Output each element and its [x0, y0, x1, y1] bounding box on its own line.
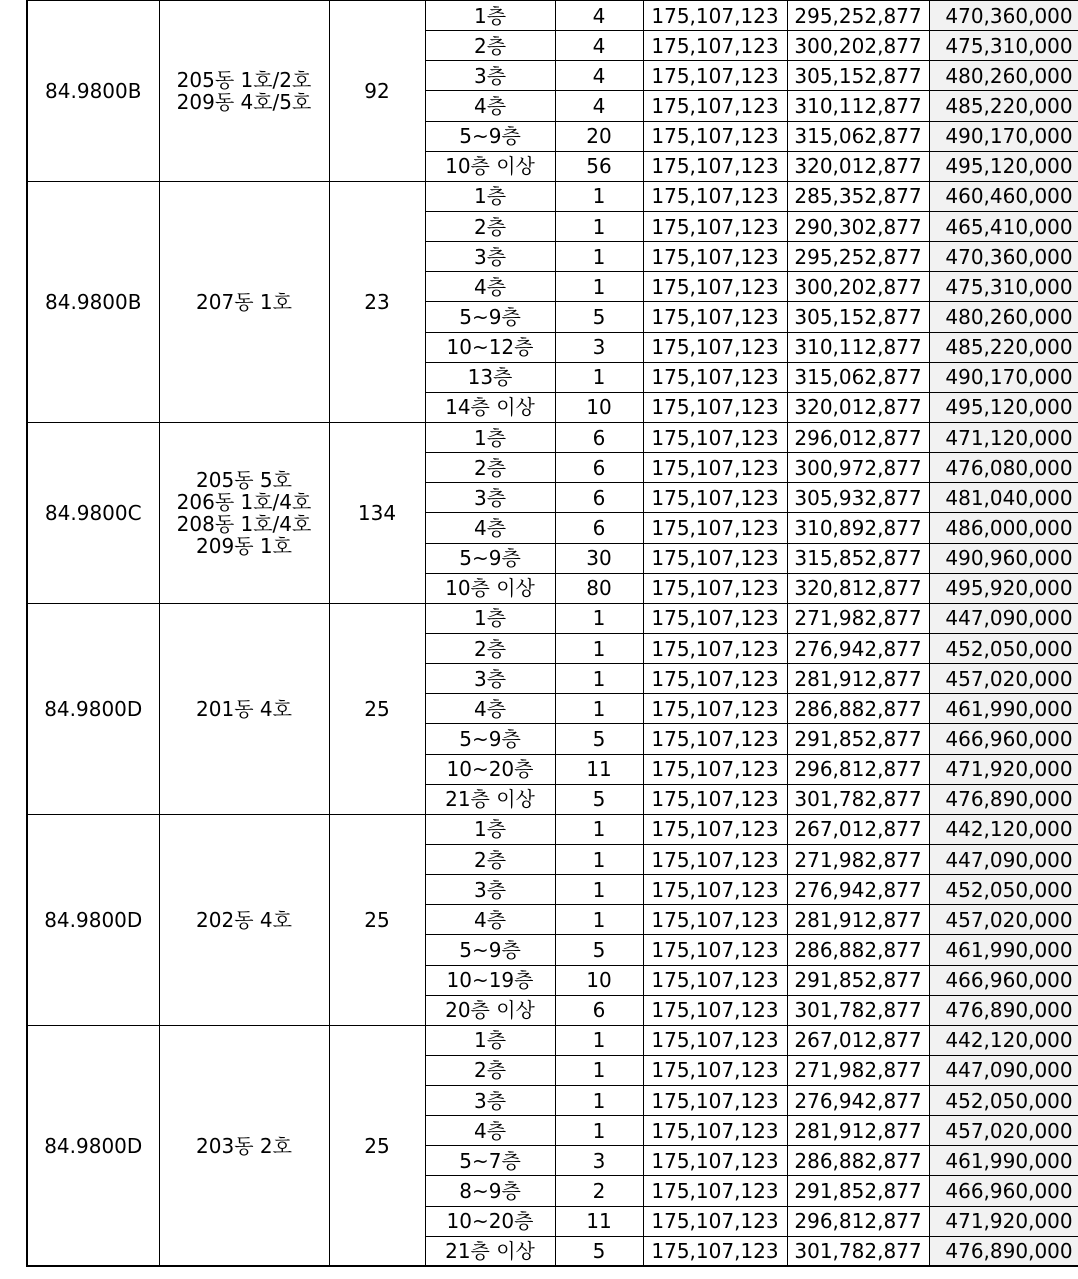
- land-price-cell[interactable]: 175,107,123: [643, 573, 787, 603]
- land-price-cell[interactable]: 175,107,123: [643, 181, 787, 211]
- floor-count-cell[interactable]: 6: [555, 513, 643, 543]
- total-price-cell[interactable]: 447,090,000: [929, 844, 1078, 874]
- floor-count-cell[interactable]: 1: [555, 603, 643, 633]
- floor-cell[interactable]: 2층: [425, 1055, 555, 1085]
- dong-ho-line: 206동 1호/4호: [176, 489, 312, 514]
- land-price-cell[interactable]: 175,107,123: [643, 242, 787, 272]
- building-price-cell[interactable]: 295,252,877: [787, 1, 929, 31]
- land-price-cell[interactable]: 175,107,123: [643, 211, 787, 241]
- land-price-cell[interactable]: 175,107,123: [643, 453, 787, 483]
- building-price-cell[interactable]: 291,852,877: [787, 965, 929, 995]
- dong-ho-cell[interactable]: [159, 181, 329, 422]
- land-price-cell[interactable]: 175,107,123: [643, 1086, 787, 1116]
- table-row: [27, 1025, 1078, 1055]
- floor-count-cell[interactable]: 6: [555, 453, 643, 483]
- land-price-cell[interactable]: 175,107,123: [643, 1, 787, 31]
- floor-cell[interactable]: 4층: [425, 905, 555, 935]
- total-price-cell[interactable]: 466,960,000: [929, 1176, 1078, 1206]
- building-price-cell[interactable]: 300,972,877: [787, 453, 929, 483]
- floor-count-cell[interactable]: 1: [555, 633, 643, 663]
- floor-cell[interactable]: 1층: [425, 181, 555, 211]
- floor-count-cell[interactable]: 1: [555, 211, 643, 241]
- floor-cell[interactable]: 1층: [425, 603, 555, 633]
- total-price-cell[interactable]: 452,050,000: [929, 633, 1078, 663]
- building-price-cell[interactable]: 315,852,877: [787, 543, 929, 573]
- area-cell[interactable]: 84.9800C: [27, 422, 159, 603]
- building-price-cell[interactable]: 320,012,877: [787, 151, 929, 181]
- floor-cell[interactable]: 10~12층: [425, 332, 555, 362]
- total-price-cell[interactable]: 447,090,000: [929, 1055, 1078, 1085]
- total-price-cell[interactable]: 442,120,000: [929, 814, 1078, 844]
- land-price-cell[interactable]: 175,107,123: [643, 392, 787, 422]
- total-price-cell[interactable]: 476,890,000: [929, 1236, 1078, 1266]
- land-price-cell[interactable]: 175,107,123: [643, 272, 787, 302]
- floor-count-cell[interactable]: 1: [555, 1086, 643, 1116]
- floor-count-cell[interactable]: 4: [555, 31, 643, 61]
- floor-cell[interactable]: 2층: [425, 211, 555, 241]
- floor-cell[interactable]: 2층: [425, 453, 555, 483]
- floor-count-cell[interactable]: 1: [555, 1055, 643, 1085]
- land-price-cell[interactable]: 175,107,123: [643, 1146, 787, 1176]
- floor-count-cell[interactable]: 5: [555, 784, 643, 814]
- total-price-cell[interactable]: 476,890,000: [929, 995, 1078, 1025]
- building-price-cell[interactable]: 320,812,877: [787, 573, 929, 603]
- table-row: [27, 422, 1078, 452]
- building-price-cell[interactable]: 286,882,877: [787, 694, 929, 724]
- total-price-cell[interactable]: 442,120,000: [929, 1025, 1078, 1055]
- total-price-cell[interactable]: 485,220,000: [929, 91, 1078, 121]
- land-price-cell[interactable]: 175,107,123: [643, 935, 787, 965]
- unit-count-cell[interactable]: 134: [329, 422, 425, 603]
- dong-ho-cell[interactable]: [159, 1025, 329, 1266]
- land-price-cell[interactable]: 175,107,123: [643, 31, 787, 61]
- unit-count-cell[interactable]: 25: [329, 603, 425, 814]
- floor-cell[interactable]: 5~7층: [425, 1146, 555, 1176]
- land-price-cell[interactable]: 175,107,123: [643, 1206, 787, 1236]
- building-price-cell[interactable]: 301,782,877: [787, 1236, 929, 1266]
- total-price-cell[interactable]: 485,220,000: [929, 332, 1078, 362]
- floor-count-cell[interactable]: 1: [555, 242, 643, 272]
- building-price-cell[interactable]: 267,012,877: [787, 814, 929, 844]
- land-price-cell[interactable]: 175,107,123: [643, 121, 787, 151]
- building-price-cell[interactable]: 276,942,877: [787, 1086, 929, 1116]
- floor-cell[interactable]: 10층 이상: [425, 573, 555, 603]
- floor-count-cell[interactable]: 56: [555, 151, 643, 181]
- floor-count-cell[interactable]: 1: [555, 272, 643, 302]
- floor-count-cell[interactable]: 3: [555, 332, 643, 362]
- dong-ho-line: 202동 4호: [196, 907, 292, 932]
- floor-cell[interactable]: 2층: [425, 31, 555, 61]
- floor-cell[interactable]: 14층 이상: [425, 392, 555, 422]
- table-row: [27, 814, 1078, 844]
- floor-cell[interactable]: 5~9층: [425, 935, 555, 965]
- total-price-cell[interactable]: 490,170,000: [929, 362, 1078, 392]
- building-price-cell[interactable]: 320,012,877: [787, 392, 929, 422]
- area-cell[interactable]: 84.9800D: [27, 814, 159, 1025]
- total-price-cell[interactable]: 452,050,000: [929, 875, 1078, 905]
- floor-cell[interactable]: 5~9층: [425, 724, 555, 754]
- land-price-cell[interactable]: 175,107,123: [643, 543, 787, 573]
- floor-cell[interactable]: 4층: [425, 694, 555, 724]
- floor-count-cell[interactable]: 1: [555, 362, 643, 392]
- floor-cell[interactable]: 10층 이상: [425, 151, 555, 181]
- floor-cell[interactable]: 10~20층: [425, 1206, 555, 1236]
- building-price-cell[interactable]: 291,852,877: [787, 724, 929, 754]
- land-price-cell[interactable]: 175,107,123: [643, 1025, 787, 1055]
- land-price-cell[interactable]: 175,107,123: [643, 603, 787, 633]
- floor-cell[interactable]: 1층: [425, 1025, 555, 1055]
- floor-count-cell[interactable]: 11: [555, 1206, 643, 1236]
- floor-count-cell[interactable]: 5: [555, 302, 643, 332]
- floor-cell[interactable]: 4층: [425, 91, 555, 121]
- dong-ho-cell[interactable]: [159, 422, 329, 603]
- area-cell[interactable]: 84.9800B: [27, 1, 159, 182]
- total-price-cell[interactable]: 495,120,000: [929, 151, 1078, 181]
- total-price-cell[interactable]: 461,990,000: [929, 935, 1078, 965]
- land-price-cell[interactable]: 175,107,123: [643, 1176, 787, 1206]
- land-price-cell[interactable]: 175,107,123: [643, 724, 787, 754]
- floor-count-cell[interactable]: 1: [555, 664, 643, 694]
- floor-count-cell[interactable]: 1: [555, 1025, 643, 1055]
- floor-cell[interactable]: 3층: [425, 1086, 555, 1116]
- building-price-cell[interactable]: 276,942,877: [787, 875, 929, 905]
- area-cell[interactable]: 84.9800D: [27, 1025, 159, 1266]
- building-price-cell[interactable]: 271,982,877: [787, 603, 929, 633]
- unit-count-cell[interactable]: 92: [329, 1, 425, 182]
- floor-cell[interactable]: 3층: [425, 875, 555, 905]
- table-row: [27, 603, 1078, 633]
- building-price-cell[interactable]: 305,152,877: [787, 302, 929, 332]
- land-price-cell[interactable]: 175,107,123: [643, 784, 787, 814]
- dong-ho-line: 205동 5호: [196, 467, 292, 492]
- floor-cell[interactable]: 3층: [425, 483, 555, 513]
- building-price-cell[interactable]: 300,202,877: [787, 31, 929, 61]
- total-price-cell[interactable]: 457,020,000: [929, 664, 1078, 694]
- total-price-cell[interactable]: 447,090,000: [929, 603, 1078, 633]
- dong-ho-line: 207동 1호: [196, 289, 292, 314]
- building-price-cell[interactable]: 295,252,877: [787, 242, 929, 272]
- floor-count-cell[interactable]: 3: [555, 1146, 643, 1176]
- total-price-cell[interactable]: 490,960,000: [929, 543, 1078, 573]
- floor-count-cell[interactable]: 11: [555, 754, 643, 784]
- floor-cell[interactable]: 8~9층: [425, 1176, 555, 1206]
- building-price-cell[interactable]: 315,062,877: [787, 121, 929, 151]
- land-price-cell[interactable]: 175,107,123: [643, 633, 787, 663]
- building-price-cell[interactable]: 281,912,877: [787, 1116, 929, 1146]
- table-row: [27, 1, 1078, 31]
- floor-cell[interactable]: 3층: [425, 664, 555, 694]
- building-price-cell[interactable]: 301,782,877: [787, 784, 929, 814]
- floor-cell[interactable]: 5~9층: [425, 302, 555, 332]
- floor-count-cell[interactable]: 1: [555, 694, 643, 724]
- floor-count-cell[interactable]: 4: [555, 1, 643, 31]
- building-price-cell[interactable]: 301,782,877: [787, 995, 929, 1025]
- floor-cell[interactable]: 5~9층: [425, 543, 555, 573]
- total-price-cell[interactable]: 470,360,000: [929, 242, 1078, 272]
- building-price-cell[interactable]: 285,352,877: [787, 181, 929, 211]
- apartment-price-table: [26, 0, 1078, 1267]
- total-price-cell[interactable]: 460,460,000: [929, 181, 1078, 211]
- floor-cell[interactable]: 2층: [425, 633, 555, 663]
- dong-ho-line: 208동 1호/4호: [176, 511, 312, 536]
- land-price-cell[interactable]: 175,107,123: [643, 332, 787, 362]
- building-price-cell[interactable]: 281,912,877: [787, 905, 929, 935]
- dong-ho-cell[interactable]: [159, 814, 329, 1025]
- floor-cell[interactable]: 5~9층: [425, 121, 555, 151]
- total-price-cell[interactable]: 466,960,000: [929, 965, 1078, 995]
- building-price-cell[interactable]: 305,932,877: [787, 483, 929, 513]
- floor-count-cell[interactable]: 5: [555, 724, 643, 754]
- land-price-cell[interactable]: 175,107,123: [643, 362, 787, 392]
- dong-ho-line: 209동 1호: [196, 533, 292, 558]
- land-price-cell[interactable]: 175,107,123: [643, 965, 787, 995]
- building-price-cell[interactable]: 267,012,877: [787, 1025, 929, 1055]
- total-price-cell[interactable]: 495,120,000: [929, 392, 1078, 422]
- land-price-cell[interactable]: 175,107,123: [643, 61, 787, 91]
- floor-cell[interactable]: 1층: [425, 814, 555, 844]
- total-price-cell[interactable]: 476,080,000: [929, 453, 1078, 483]
- floor-cell[interactable]: 1층: [425, 422, 555, 452]
- total-price-cell[interactable]: 475,310,000: [929, 31, 1078, 61]
- land-price-cell[interactable]: 175,107,123: [643, 422, 787, 452]
- floor-cell[interactable]: 4층: [425, 272, 555, 302]
- land-price-cell[interactable]: 175,107,123: [643, 844, 787, 874]
- table-row: [27, 181, 1078, 211]
- area-cell[interactable]: 84.9800B: [27, 181, 159, 422]
- building-price-cell[interactable]: 296,012,877: [787, 422, 929, 452]
- floor-count-cell[interactable]: 6: [555, 483, 643, 513]
- floor-count-cell[interactable]: 1: [555, 181, 643, 211]
- unit-count-cell[interactable]: 23: [329, 181, 425, 422]
- price-table-body: [27, 1, 1078, 1267]
- building-price-cell[interactable]: 310,112,877: [787, 332, 929, 362]
- building-price-cell[interactable]: 296,812,877: [787, 1206, 929, 1236]
- land-price-cell[interactable]: 175,107,123: [643, 995, 787, 1025]
- land-price-cell[interactable]: 175,107,123: [643, 302, 787, 332]
- building-price-cell[interactable]: 271,982,877: [787, 1055, 929, 1085]
- floor-cell[interactable]: 20층 이상: [425, 995, 555, 1025]
- floor-count-cell[interactable]: 1: [555, 844, 643, 874]
- total-price-cell[interactable]: 465,410,000: [929, 211, 1078, 241]
- total-price-cell[interactable]: 471,120,000: [929, 422, 1078, 452]
- floor-count-cell[interactable]: 10: [555, 965, 643, 995]
- total-price-cell[interactable]: 475,310,000: [929, 272, 1078, 302]
- floor-cell[interactable]: 3층: [425, 242, 555, 272]
- floor-count-cell[interactable]: 2: [555, 1176, 643, 1206]
- building-price-cell[interactable]: 271,982,877: [787, 844, 929, 874]
- floor-cell[interactable]: 10~19층: [425, 965, 555, 995]
- land-price-cell[interactable]: 175,107,123: [643, 513, 787, 543]
- dong-ho-cell[interactable]: [159, 603, 329, 814]
- unit-count-cell[interactable]: 25: [329, 1025, 425, 1266]
- floor-count-cell[interactable]: 80: [555, 573, 643, 603]
- floor-count-cell[interactable]: 4: [555, 91, 643, 121]
- land-price-cell[interactable]: 175,107,123: [643, 814, 787, 844]
- total-price-cell[interactable]: 466,960,000: [929, 724, 1078, 754]
- land-price-cell[interactable]: 175,107,123: [643, 664, 787, 694]
- building-price-cell[interactable]: 291,852,877: [787, 1176, 929, 1206]
- floor-count-cell[interactable]: 4: [555, 61, 643, 91]
- land-price-cell[interactable]: 175,107,123: [643, 754, 787, 784]
- building-price-cell[interactable]: 296,812,877: [787, 754, 929, 784]
- floor-count-cell[interactable]: 5: [555, 935, 643, 965]
- floor-cell[interactable]: 21층 이상: [425, 1236, 555, 1266]
- building-price-cell[interactable]: 286,882,877: [787, 935, 929, 965]
- building-price-cell[interactable]: 305,152,877: [787, 61, 929, 91]
- floor-cell[interactable]: 10~20층: [425, 754, 555, 784]
- land-price-cell[interactable]: 175,107,123: [643, 483, 787, 513]
- floor-count-cell[interactable]: 10: [555, 392, 643, 422]
- dong-ho-line: 209동 4호/5호: [176, 89, 312, 114]
- dong-ho-line: 201동 4호: [196, 696, 292, 721]
- floor-count-cell[interactable]: 5: [555, 1236, 643, 1266]
- total-price-cell[interactable]: 457,020,000: [929, 1116, 1078, 1146]
- total-price-cell[interactable]: 481,040,000: [929, 483, 1078, 513]
- floor-count-cell[interactable]: 1: [555, 1116, 643, 1146]
- building-price-cell[interactable]: 290,302,877: [787, 211, 929, 241]
- total-price-cell[interactable]: 452,050,000: [929, 1086, 1078, 1116]
- total-price-cell[interactable]: 461,990,000: [929, 694, 1078, 724]
- building-price-cell[interactable]: 276,942,877: [787, 633, 929, 663]
- unit-count-cell[interactable]: 25: [329, 814, 425, 1025]
- land-price-cell[interactable]: 175,107,123: [643, 1055, 787, 1085]
- building-price-cell[interactable]: 310,112,877: [787, 91, 929, 121]
- land-price-cell[interactable]: 175,107,123: [643, 694, 787, 724]
- total-price-cell[interactable]: 480,260,000: [929, 61, 1078, 91]
- floor-cell[interactable]: 2층: [425, 844, 555, 874]
- floor-count-cell[interactable]: 1: [555, 905, 643, 935]
- floor-cell[interactable]: 4층: [425, 513, 555, 543]
- dong-ho-cell[interactable]: [159, 1, 329, 182]
- floor-count-cell[interactable]: 6: [555, 995, 643, 1025]
- land-price-cell[interactable]: 175,107,123: [643, 1236, 787, 1266]
- total-price-cell[interactable]: 471,920,000: [929, 754, 1078, 784]
- building-price-cell[interactable]: 310,892,877: [787, 513, 929, 543]
- floor-cell[interactable]: 1층: [425, 1, 555, 31]
- land-price-cell[interactable]: 175,107,123: [643, 905, 787, 935]
- dong-ho-line: 203동 2호: [196, 1133, 292, 1158]
- floor-cell[interactable]: 3층: [425, 61, 555, 91]
- dong-ho-line: 205동 1호/2호: [176, 67, 312, 92]
- floor-cell[interactable]: 13층: [425, 362, 555, 392]
- floor-cell[interactable]: 4층: [425, 1116, 555, 1146]
- total-price-cell[interactable]: 486,000,000: [929, 513, 1078, 543]
- total-price-cell[interactable]: 495,920,000: [929, 573, 1078, 603]
- building-price-cell[interactable]: 300,202,877: [787, 272, 929, 302]
- total-price-cell[interactable]: 461,990,000: [929, 1146, 1078, 1176]
- total-price-cell[interactable]: 471,920,000: [929, 1206, 1078, 1236]
- floor-count-cell[interactable]: 1: [555, 814, 643, 844]
- total-price-cell[interactable]: 480,260,000: [929, 302, 1078, 332]
- total-price-cell[interactable]: 470,360,000: [929, 1, 1078, 31]
- floor-count-cell[interactable]: 6: [555, 422, 643, 452]
- land-price-cell[interactable]: 175,107,123: [643, 91, 787, 121]
- total-price-cell[interactable]: 490,170,000: [929, 121, 1078, 151]
- building-price-cell[interactable]: 286,882,877: [787, 1146, 929, 1176]
- area-cell[interactable]: 84.9800D: [27, 603, 159, 814]
- total-price-cell[interactable]: 476,890,000: [929, 784, 1078, 814]
- land-price-cell[interactable]: 175,107,123: [643, 151, 787, 181]
- land-price-cell[interactable]: 175,107,123: [643, 875, 787, 905]
- floor-count-cell[interactable]: 20: [555, 121, 643, 151]
- floor-cell[interactable]: 21층 이상: [425, 784, 555, 814]
- building-price-cell[interactable]: 315,062,877: [787, 362, 929, 392]
- building-price-cell[interactable]: 281,912,877: [787, 664, 929, 694]
- floor-count-cell[interactable]: 1: [555, 875, 643, 905]
- floor-count-cell[interactable]: 30: [555, 543, 643, 573]
- total-price-cell[interactable]: 457,020,000: [929, 905, 1078, 935]
- land-price-cell[interactable]: 175,107,123: [643, 1116, 787, 1146]
